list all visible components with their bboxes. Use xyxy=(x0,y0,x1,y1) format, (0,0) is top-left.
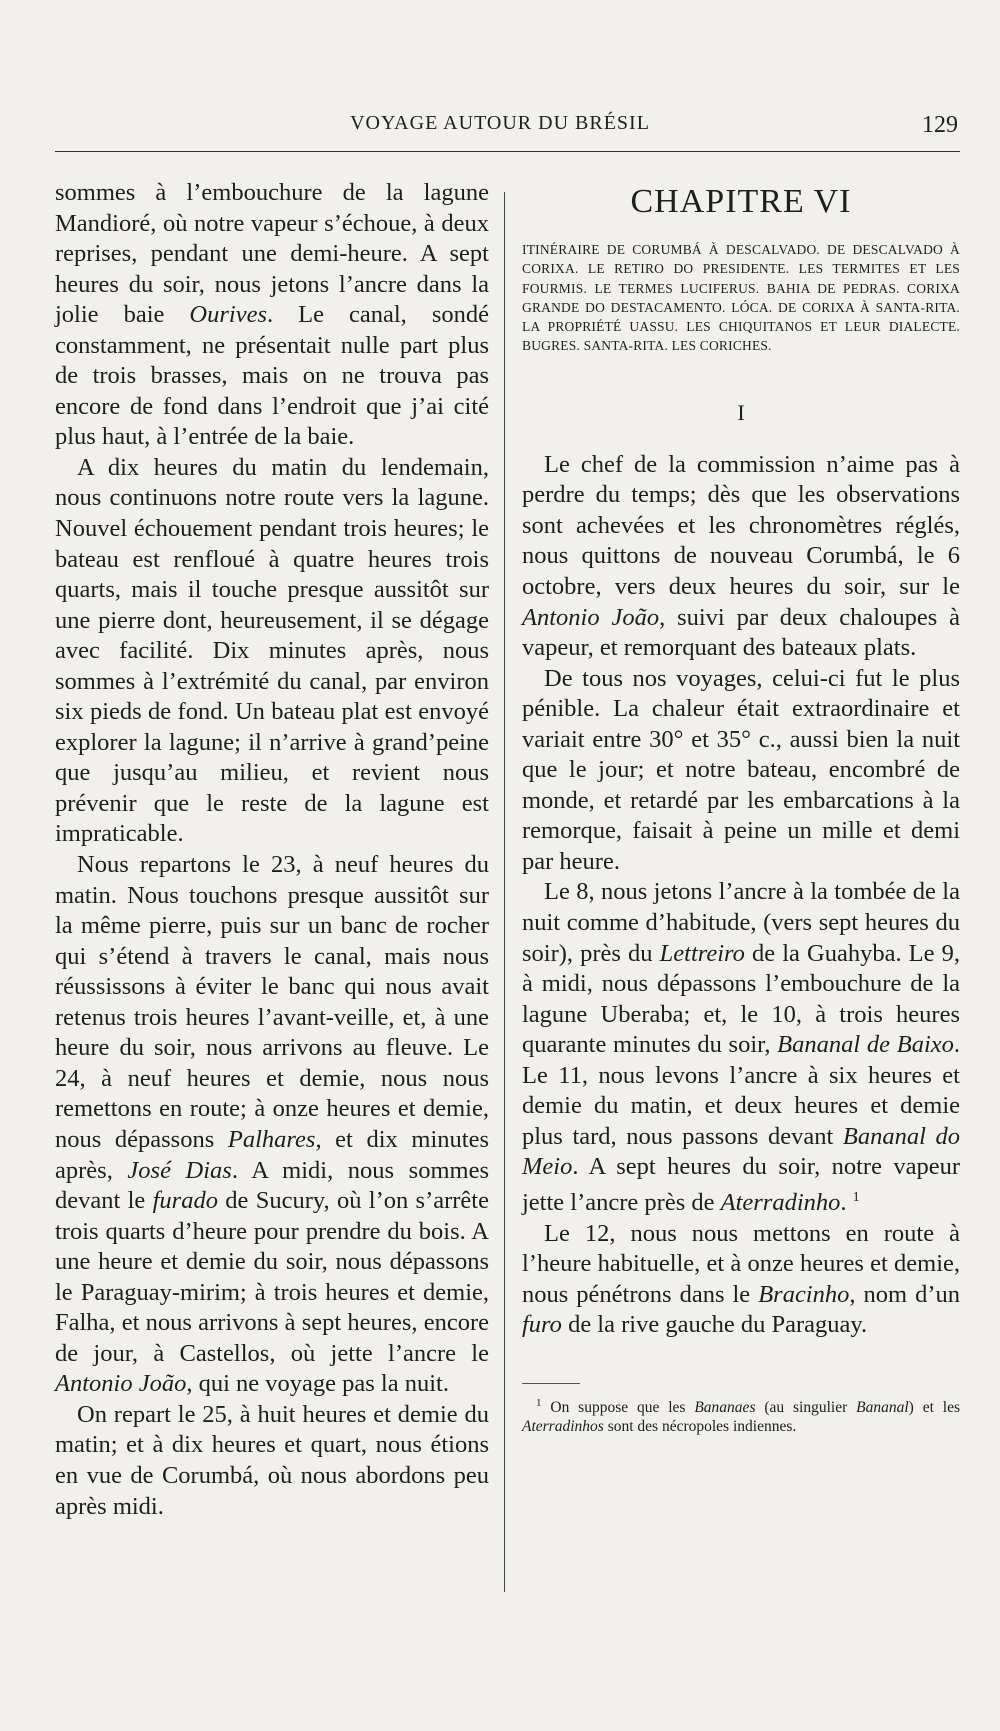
text-run: . A sept heures du soir, notre vapeur jette l’ancre près de xyxy=(522,1153,960,1217)
text-run: sommes à l’embouchure de la lagune Mandioré, où notre vapeur s’échoue, à deux reprises, pendant une demi-heure. A sept heures du soir, nous jetons l’ancre dans la jolie baie xyxy=(55,179,489,329)
text-run: . xyxy=(840,1189,853,1217)
section-number: I xyxy=(737,399,745,425)
text-run: . A midi, nous sommes devant le xyxy=(55,1156,489,1215)
italic-run: Bananal xyxy=(856,1398,909,1416)
text-run: , suivi par deux chaloupes à vapeur, et remorquant des bateaux plats. xyxy=(522,603,960,662)
italic-run: Bracinho xyxy=(758,1280,850,1308)
left-paragraph-4: On repart le 25, à huit heures et demie du matin; et à dix heures et quart, nous étions en vue de Corumbá, où nous abordons peu après midi. xyxy=(55,1400,489,1520)
right-paragraph-3 xyxy=(522,877,960,1218)
italic-run: Ourives xyxy=(189,301,267,329)
left-paragraph-1 xyxy=(55,178,489,453)
italic-run: Lettreiro xyxy=(659,939,745,967)
left-column xyxy=(55,178,489,1522)
right-paragraph-2: De tous nos voyages, celui-ci fut le plus pénible. La chaleur était extraordinaire et variait entre 30° et 35° c., aussi bien la nuit que le jour; et notre bateau, encombré de monde, et retardé par les embarcations à la remorque, faisait à peine un mille et demi par heure. xyxy=(522,664,960,875)
text-run: Le 8, nous jetons l’ancre à la tombée de la nuit comme d’habitude, (vers sept heures du soir), près du xyxy=(522,878,960,967)
italic-run: Bananal do Meio xyxy=(522,1122,960,1181)
italic-run: Aterradinho xyxy=(720,1189,841,1217)
footnote-rule xyxy=(522,1383,580,1384)
text-run: Nous repartons le 23, à neuf heures du matin. Nous touchons presque aussitôt sur la même pierre, puis sur un banc de rocher qui s’étend à travers le canal, mais nous réussissons à éviter le banc qui nous avait retenus trois heures l’avant-veille, et, à une heure du soir, nous arrivons au fleuve. Le 24, à neuf heures et demie, nous nous remettons en route; à onze heures et demie, nous dépassons xyxy=(55,851,489,1153)
text-run: , et dix minutes après, xyxy=(55,1125,489,1184)
right-paragraph-4 xyxy=(522,1219,960,1341)
right-column xyxy=(522,180,960,1436)
left-paragraph-3 xyxy=(55,850,489,1400)
text-run: Le chef de la commission n’aime pas à perdre du temps; dès que les observations sont achevées et les chronomètres réglés, nous quittons de nouveau Corumbá, le 6 octobre, vers deux heures du soir, sur le xyxy=(522,450,960,600)
chapter-title: CHAPITRE VI xyxy=(630,183,852,220)
italic-run: Antonio João xyxy=(55,1370,187,1398)
italic-run: furo xyxy=(522,1311,562,1339)
italic-run: Palhares xyxy=(227,1125,316,1153)
text-run: . Le 11, nous levons l’ancre à six heures et demie du matin, et deux heures et demie plus tard, nous passons devant xyxy=(522,1031,960,1150)
right-body xyxy=(522,450,960,1341)
text-run: , nom d’un xyxy=(849,1280,960,1308)
footnote-reference: 1 xyxy=(852,1189,860,1205)
italic-run: Antonio João xyxy=(522,603,660,631)
footnote-mark: 1 xyxy=(536,1396,542,1409)
footnote xyxy=(522,1394,960,1436)
text-run: , qui ne voyage pas la nuit. xyxy=(186,1370,449,1398)
text-run: de Sucury, où l’on s’arrête trois quarts d’heure pour prendre du bois. A une heure et demie du soir, nous dépassons le Paraguay-mirim; à trois heures et demie, Falha, et nous arrivons à sept heures, encore de jour, à Castellos, où jette l’ancre le xyxy=(55,1187,489,1367)
text-run: de la rive gauche du Paraguay. xyxy=(561,1311,868,1339)
text-run: . Le canal, sondé constamment, ne présentait nulle part plus de trois brasses, mais on ne trouva pas encore de fond dans l’endroit que j’ai cité plus haut, à l’entrée de la baie. xyxy=(55,301,489,451)
text-run: sont des nécropoles indiennes. xyxy=(603,1417,797,1435)
text-run: de la Guahyba. Le 9, à midi, nous dépassons l’embouchure de la lagune Uberaba; et, le 10, à trois heures quarante minutes du soir, xyxy=(522,939,960,1059)
right-paragraph-1 xyxy=(522,450,960,664)
chapter-summary: ITINÉRAIRE DE CORUMBÁ À DESCALVADO. DE DESCALVADO À CORIXA. LE RETIRO DO PRESIDENTE. LES TERMITES ET LES FOURMIS. LE TERMES LUCIFERUS. BAHIA DE PEDRAS. CORIXA GRANDE DO DESTACAMENTO. LÓCA. DE CORIXA À SANTA-RITA. LA PROPRIÉTÉ UASSU. LES CHIQUITANOS ET LEUR DIALECTE. BUGRES. SANTA-RITA. LES CORICHES. xyxy=(522,242,960,354)
running-title: VOYAGE AUTOUR DU BRÉSIL xyxy=(350,112,650,134)
italic-run: Bananal de Baixo xyxy=(777,1031,954,1059)
text-run: Le 12, nous nous mettons en route à l’heure habituelle, et à onze heures et demie, nous pénétrons dans le xyxy=(522,1219,960,1308)
italic-run: Bananaes xyxy=(694,1398,756,1416)
italic-run: Aterradinhos xyxy=(522,1417,604,1435)
text-run: On suppose que les xyxy=(541,1398,695,1416)
header-rule xyxy=(55,151,960,152)
column-divider xyxy=(504,192,505,1592)
page-number: 129 xyxy=(922,112,958,138)
italic-run: furado xyxy=(152,1187,218,1215)
left-paragraph-2: A dix heures du matin du lendemain, nous continuons notre route vers la lagune. Nouvel échouement pendant trois heures; le bateau est renfloué à quatre heures trois quarts, mais il touche presque aussitôt sur une pierre dont, heureusement, il se dégage avec facilité. Dix minutes après, nous sommes à l’extrémité du canal, par environ six pieds de fond. Un bateau plat est envoyé explorer la lagune; il n’arrive à grand’peine que jusqu’au milieu, et revient nous prévenir que le reste de la lagune est impraticable. xyxy=(55,453,489,848)
text-run: (au singulier xyxy=(755,1398,857,1416)
text-run: ) et les xyxy=(908,1398,960,1416)
italic-run: José Dias xyxy=(127,1156,232,1184)
